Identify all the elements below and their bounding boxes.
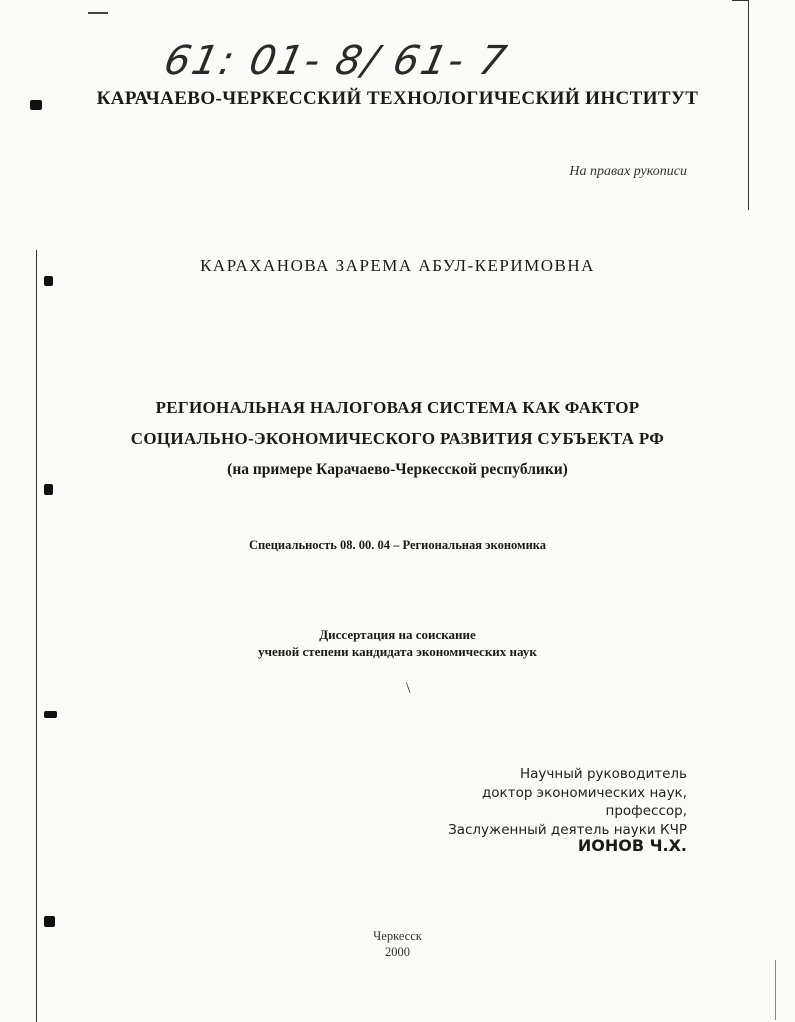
punch-mark-4: [44, 711, 57, 718]
year: 2000: [385, 945, 410, 959]
supervisor-block: [448, 765, 687, 839]
margin-line-top: [732, 0, 748, 1]
author-name: КАРАХАНОВА ЗАРЕМА АБУЛ-КЕРИМОВНА: [200, 256, 595, 275]
margin-line-right-bottom: [775, 960, 776, 1020]
speciality: Специальность 08. 00. 04 – Региональная экономика: [248, 538, 547, 552]
title-line-2: СОЦИАЛЬНО-ЭКОНОМИЧЕСКОГО РАЗВИТИЯ СУБЪЕКТА РФ: [130, 429, 665, 448]
dissertation-line-1: Диссертация на соискание: [319, 627, 476, 642]
punch-mark-3: [44, 484, 53, 495]
supervisor-line-3: профессор,: [605, 803, 687, 819]
supervisor-line-1: Научный руководитель: [520, 766, 687, 782]
dissertation-line-2: ученой степени кандидата экономических наук: [258, 644, 537, 659]
subtitle: (на примере Карачаево-Черкесской республики): [227, 461, 568, 478]
supervisor-line-4: Заслуженный деятель науки КЧР: [448, 821, 687, 838]
punch-mark-5: [44, 916, 55, 927]
pen-stroke: \: [406, 680, 411, 697]
punch-mark-2: [44, 276, 53, 286]
supervisor-line-2: доктор экономических наук,: [481, 784, 687, 801]
supervisor-name: ИОНОВ Ч.Х.: [577, 836, 687, 855]
title-line-1: РЕГИОНАЛЬНАЯ НАЛОГОВАЯ СИСТЕМА КАК ФАКТОР: [155, 398, 640, 417]
city: Черкесск: [373, 929, 422, 943]
institute-name: КАРАЧАЕВО-ЧЕРКЕССКИЙ ТЕХНОЛОГИЧЕСКИЙ ИНСТИТУТ: [96, 88, 699, 109]
scan-edge-top: [88, 12, 108, 14]
handwritten-archive-code: 61: 01- 8/ 61- 7: [160, 38, 513, 84]
rights-note: На правах рукописи: [569, 164, 687, 179]
